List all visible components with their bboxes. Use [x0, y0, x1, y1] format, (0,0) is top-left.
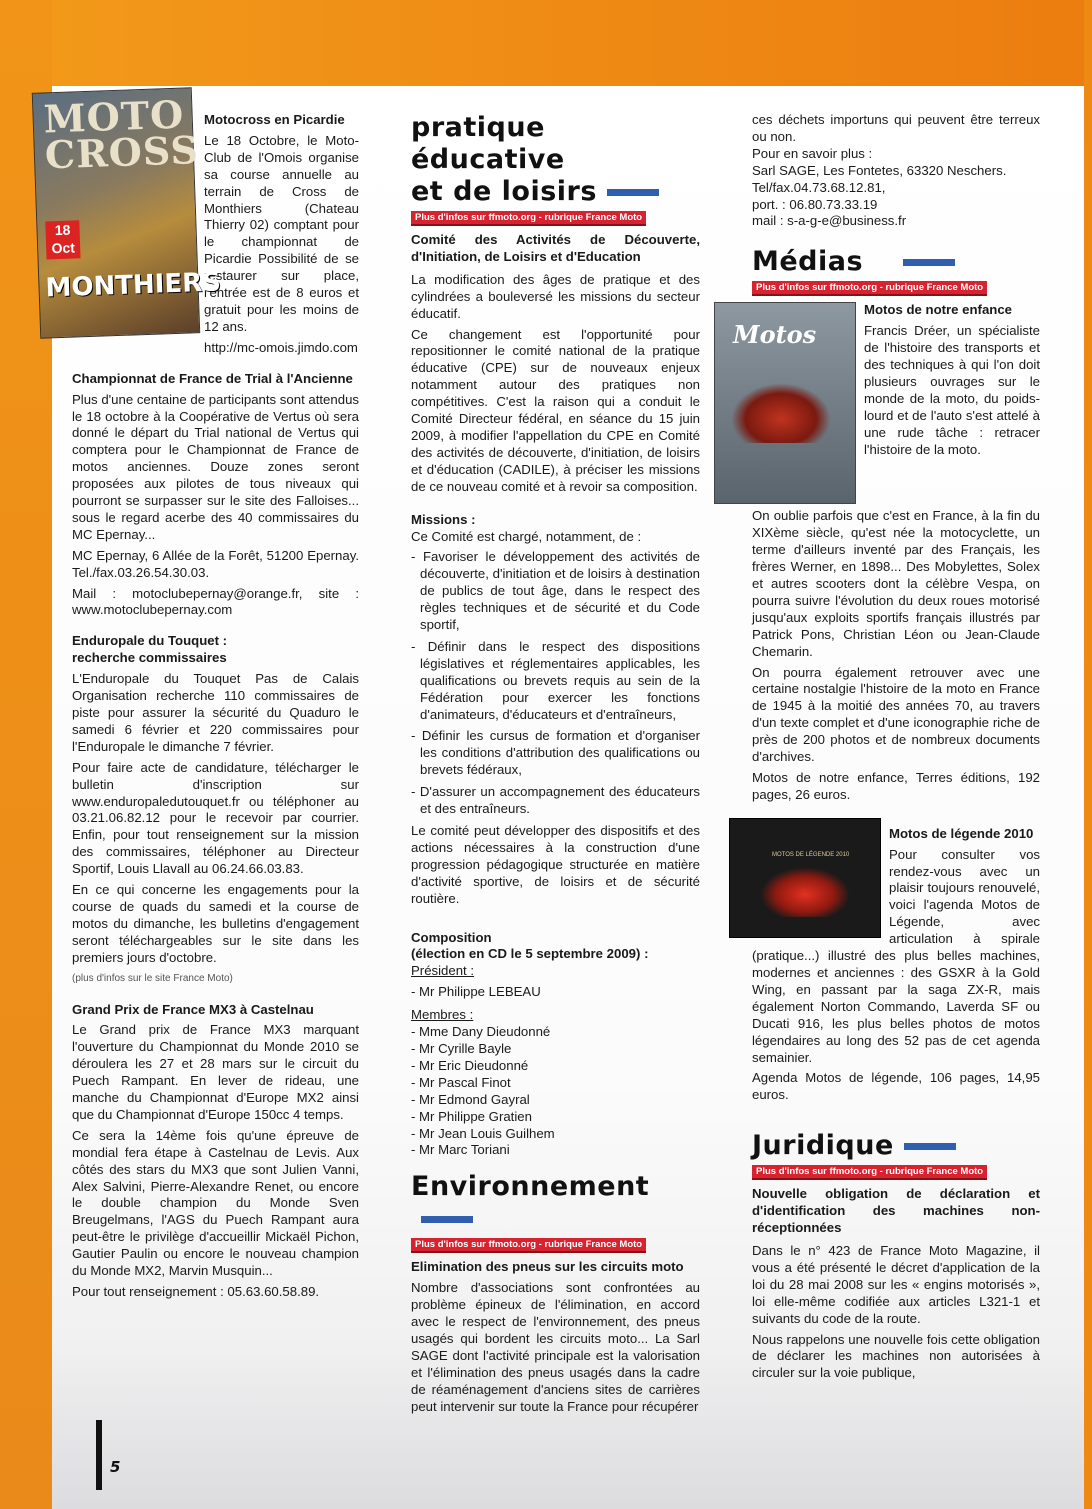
page-number-bracket: [96, 1420, 102, 1490]
members-list: [411, 1024, 700, 1159]
article-title: Championnat de France de Trial à l'Ancienne: [72, 370, 353, 386]
article-body: Plus d'une centaine de participants sont attendus le 18 octobre à la Coopérative de Vertus où sera donné le départ du Trial national de Vertus qui comptera pour le Championnat de France de motos anciennes. Douze zones seront proposées aux pilotes de tous niveaux qui pourront se surpasser sur le site des Falloises... sous le regard acerbe des 40 commissaires du MC Epernay...: [72, 391, 359, 542]
book-cover-image: [733, 302, 856, 504]
section-title-line1: pratique éducative: [411, 112, 565, 175]
title-accent-bar: [903, 259, 955, 266]
members-label: Membres :: [411, 1007, 474, 1023]
book-cover-title: Motos: [733, 320, 817, 350]
list-item: - Mr Jean Louis Guilhem: [411, 1125, 555, 1141]
article-body: Le comité peut développer des dispositifs et des actions nécessaires à la construction d'une progression pédagogique structurée en matière d'activité sportive, de loisirs et de sécurité routière.: [411, 823, 700, 906]
list-item: - Mr Marc Toriani: [411, 1142, 510, 1158]
article-body: Mail : motoclubepernay@orange.fr, site : www.motoclubepernay.com: [72, 585, 359, 618]
list-item: - Mr Eric Dieudonné: [411, 1057, 529, 1073]
orange-right-band: [1084, 0, 1092, 1509]
article-title: Motos de légende 2010: [889, 825, 1034, 841]
poster-month: Oct: [51, 239, 76, 257]
section-title: [752, 246, 1040, 278]
info-strip[interactable]: Plus d'infos sur ffmoto.org - rubrique France Moto: [752, 281, 987, 296]
article-body: Francis Dréer, un spécialiste de l'histoire des transports et des techniques à qui l'on doit plusieurs ouvrages sur le monde de la moto, du poids-lourd et de l'auto s'est attelé à une rude tâche : retracer l'histoire de la moto.: [864, 323, 1040, 457]
poster-place: MONTHIERS: [45, 267, 222, 304]
info-strip[interactable]: Plus d'infos sur ffmoto.org - rubrique France Moto: [411, 1238, 646, 1253]
info-strip[interactable]: Plus d'infos sur ffmoto.org - rubrique France Moto: [411, 211, 646, 226]
president-name: - Mr Philippe LEBEAU: [411, 984, 541, 1000]
president-label: Président :: [411, 963, 475, 979]
article-subtitle: Comité des Activités de Découverte, d'Initiation, de Loisirs et d'Education: [411, 232, 700, 264]
list-item: - Mr Edmond Gayral: [411, 1091, 530, 1107]
article-body: Nous rappelons une nouvelle fois cette obligation de déclarer les machines non autorisées à circuler sur la voie publique,: [752, 1331, 1040, 1381]
article-title: Motocross en Picardie: [204, 112, 345, 127]
article-link[interactable]: http://mc-omois.jimdo.com: [204, 339, 358, 355]
list-item: - Définir les cursus de formation et d'organiser les conditions d'attribution des qualifications ou brevets fédéraux,: [411, 728, 700, 778]
list-item: - Mme Dany Dieudonné: [411, 1024, 551, 1040]
missions-list: [411, 549, 700, 818]
section-title-text: Juridique: [752, 1130, 894, 1162]
article-body: MC Epernay, 6 Allée de la Forêt, 51200 Epernay. Tel./fax.03.26.54.30.03.: [72, 547, 359, 580]
article-body: En ce qui concerne les engagements pour la course de quads du samedi et la course de motos du dimanche, les bulletins d'engagement seront téléchargeables sur le site dans les premiers jours d'octobre.: [72, 882, 359, 965]
list-item: - Définir dans le respect des dispositions législatives et réglementaires applicables, les qualifications ou brevets requis au sein de la Fédération pour exercer les fonctions d'animateurs, d'éducateurs et d'entraîneurs,: [411, 638, 700, 722]
poster-title-line1: MOTO: [42, 91, 185, 142]
list-item: - Favoriser le développement des activités de découverte, d'initiation et de loisirs à destination de publics de tout âge, dans le respect des règles techniques et de sécurité et du Code sportif,: [411, 549, 700, 633]
article-body: Dans le n° 423 de France Moto Magazine, il vous a été présenté le décret d'application de la loi du 28 mai 2008 sur les « engins motorisés », loi elle-même codifiée aux articles L321-1 et suivants du code de la route.: [752, 1242, 1040, 1326]
contact-line: Tel/fax.04.73.68.12.81,: [752, 179, 886, 195]
section-title-text: Environnement: [411, 1171, 650, 1203]
article-body: Ce sera la 14ème fois qu'une épreuve de mondial fera étape à Castelnau de Levis. Aux côtés des stars du MX3 que sont Julien Vanni, Alex Salvini, Pierre-Alexandre Renet, ou encore le double champion du Monde Sven Breugelmans, l'AGS du Puech Rampant aura peut-être le privilège d'accueillir Mickaël Pichon, Gautier Paulin ou encore le nouveau champion du Monde MX2, Marvin Musquin...: [72, 1127, 359, 1279]
section-title: [752, 1130, 1040, 1162]
missions-title: Missions :: [411, 511, 476, 527]
article-body: Pour faire acte de candidature, télécharger le bulletin d'inscription sur www.enduropaledutouquet.fr ou téléphoner au 03.21.06.82.12 pour le recevoir par courrier. Enfin, pour tout renseignement sur la mission des commissaires, téléphoner au Directeur Sportif, Louis Llavall au 06.24.66.03.83.: [72, 759, 359, 877]
article-title: Grand Prix de France MX3 à Castelnau: [72, 1001, 314, 1017]
list-item: - Mr Philippe Gratien: [411, 1108, 532, 1124]
poster-date-badge: [45, 220, 80, 259]
contact-line: mail : s-a-g-e@business.fr: [752, 213, 907, 229]
article-title: Nouvelle obligation de déclaration et d'identification des machines non-réceptionnées: [752, 1186, 1040, 1236]
section-title-text: Médias: [752, 246, 864, 278]
agenda-cover-title: MOTOS DE LÉGENDE 2010: [772, 851, 850, 858]
composition-title: Composition: [411, 929, 492, 945]
orange-header-band: [0, 0, 1092, 86]
article-note[interactable]: (plus d'infos sur le site France Moto): [72, 972, 233, 984]
article-body: Ce changement est l'opportunité pour repositionner le comité national de la pratique éducative (CPE) sur de nouveaux enjeux notamment autour des pratiques non compétitives. C'est la raison qui a conduit le Comité Directeur fédéral, en séance du 15 juin 2009, à modifier l'appellation du CPE en Comité des activités de découverte, d'initiation, de loisirs et d'éducation (CADILE), à préciser les missions de ce nouveau comité et à revoir sa composition.: [411, 326, 700, 494]
title-accent-bar: [421, 1216, 473, 1223]
section-title: [411, 176, 700, 208]
section-title: [411, 112, 700, 176]
article-title: recherche commissaires: [72, 650, 227, 666]
contact-line: Pour en savoir plus :: [752, 145, 873, 161]
missions-intro: Ce Comité est chargé, notamment, de :: [411, 528, 642, 544]
page-number: 5: [110, 1458, 121, 1476]
title-accent-bar: [904, 1143, 956, 1150]
article-body: Le Grand prix de France MX3 marquant l'ouverture du Championnat du Monde 2010 se déroulera les 27 et 28 mars sur le circuit du Puech Rampant. En lever de rideau, une manche du Championnat d'Europe MX2 ainsi que du Championnat d'Europe 150cc 4 temps.: [72, 1022, 359, 1122]
article-subtitle: Elimination des pneus sur les circuits moto: [411, 1259, 684, 1275]
list-item: - D'assurer un accompagnement des éducateurs et des entraîneurs.: [411, 784, 700, 817]
section-title: [411, 1171, 700, 1235]
article-body: Le 18 Octobre, le Moto-Club de l'Omois organise sa course annuelle au terrain de Cross de Monthiers (Chateau Thierry 02) comptant pour le championnat de Picardie Possibilité de se restaurer sur place, l'entrée est de 8 euros et gratuit pour les moins de 12 ans.: [204, 132, 359, 334]
column-right: [733, 112, 1040, 1386]
article-title: Motos de notre enfance: [864, 302, 1013, 318]
column-middle: [411, 112, 700, 1419]
contact-line: Sarl SAGE, Les Fontetes, 63320 Neschers.: [752, 162, 1007, 178]
motorcycle-icon: [760, 867, 850, 917]
poster-day: 18: [54, 221, 71, 239]
poster-title-line2: CROSS: [44, 127, 200, 178]
info-strip[interactable]: Plus d'infos sur ffmoto.org - rubrique France Moto: [752, 1165, 987, 1180]
title-accent-bar: [607, 189, 659, 196]
article-body: L'Enduropale du Touquet Pas de Calais Organisation recherche 110 commissaires de piste pour assurer la sécurité du Quaduro le samedi 6 février et 220 commissaires pour l'Enduropale le dimanche 7 février.: [72, 671, 359, 754]
article-body: ces déchets importuns qui peuvent être terreux ou non.: [752, 112, 1040, 144]
article-body: Motos de notre enfance, Terres éditions, 192 pages, 26 euros.: [752, 769, 1040, 802]
list-item: - Mr Cyrille Bayle: [411, 1040, 512, 1056]
article-body: La modification des âges de pratique et des cylindrées a bouleversé les missions du secteur éducatif.: [411, 271, 700, 321]
article-body: Nombre d'associations sont confrontées au problème épineux de l'élimination, en accord avec le respect de l'environnement, des pneus usagés qui bordent les circuits moto... La Sarl SAGE dont l'activité principale est la valorisation et l'élimination des pneus usagés dans la cadre de réaménagement d'anciens sites de carrières peut intervenir sur toute la France pour récupérer: [411, 1280, 700, 1414]
article-body: On pourra également retrouver avec une certaine nostalgie l'histoire de la moto en France de 1945 à la moitié des années 70, au travers d'un texte complet et d'une iconographie riche de près de 200 photos et de nombreux documents d'archives.: [752, 664, 1040, 765]
section-title-line2: et de loisirs: [411, 176, 597, 207]
article-title: Enduropale du Touquet :: [72, 633, 228, 649]
agenda-cover-image: [752, 808, 881, 938]
composition-subtitle: (élection en CD le 5 septembre 2009) :: [411, 946, 649, 962]
article-body: Pour consulter vos rendez-vous avec un plaisir toujours renouvelé, voici l'agenda Motos de Légende, avec articulation à spirale (pratique...) illustré des plus belles machines, modernes et anciennes : des GSXR à la Gold Wing, en passant par la saga ZX-R, mais également Norton Commando, Laverda SF ou Ducati 916, les plus belles photos de motos légendaires au long des 52 pas de cet agenda semainier.: [752, 846, 1040, 1065]
article-body: On oublie parfois que c'est en France, à la fin du XIXème siècle, qu'est née la motocyclette, un terme d'ailleurs inventé par des Français, les frères Werner, en 1898... Des Mobylettes, Solex et autres scooters dont la célèbre Vespa, on pourra suivre l'évolution du deux roues motorisé jusqu'aux exploits sportifs français illustrés par Patrick Pons, Christian Léon ou Jean-Claude Chemarin.: [752, 508, 1040, 659]
column-left: [42, 91, 359, 1305]
motocross-poster-image: [42, 91, 222, 336]
article-body: Agenda Motos de légende, 106 pages, 14,95 euros.: [752, 1070, 1040, 1103]
motorcycle-icon: [731, 383, 831, 443]
list-item: - Mr Pascal Finot: [411, 1074, 511, 1090]
contact-line: port. : 06.80.73.33.19: [752, 196, 878, 212]
article-body: Pour tout renseignement : 05.63.60.58.89.: [72, 1284, 320, 1299]
